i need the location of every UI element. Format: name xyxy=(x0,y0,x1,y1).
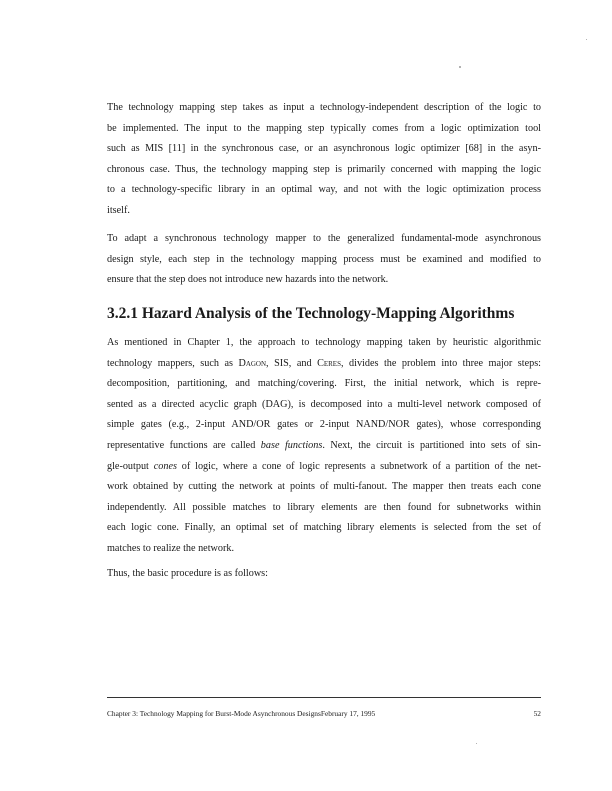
text-line: be implemented. The input to the mapping step typically comes from a logic optimization tool xyxy=(107,122,541,134)
paragraph-intro xyxy=(107,98,541,222)
term-cones: cones xyxy=(153,460,177,472)
text-fragment: of logic, where a cone of logic represents a subnetwork of a partition of the net- xyxy=(176,460,542,472)
section-heading: 3.2.1 Hazard Analysis of the Technology-Mapping Algorithms xyxy=(107,305,515,322)
text-line: each logic cone. Finally, an optimal set of matching library elements is selected from the set of xyxy=(107,522,541,534)
text-line: chronous case. Thus, the technology mapping step is primarily concerned with mapping the logic xyxy=(107,163,541,175)
text-line xyxy=(107,436,541,457)
paragraph-procedure xyxy=(107,564,541,585)
scan-speck xyxy=(459,66,461,68)
text-line: As mentioned in Chapter 1, the approach to technology mapping taken by heuristic algorithmic xyxy=(107,337,541,348)
text-line: To adapt a synchronous technology mapper to the generalized fundamental-mode asynchronous xyxy=(107,233,541,244)
tool-name-dagon: Dagon xyxy=(238,357,267,369)
text-line: ensure that the step does not introduce new hazards into the network. xyxy=(107,274,389,286)
text-line: decomposition, partitioning, and matching/covering. First, the initial network, which is repre- xyxy=(107,378,541,390)
text-line: matches to realize the network. xyxy=(107,542,235,554)
term-base-functions: base functions xyxy=(260,439,323,451)
paragraph-adapt xyxy=(107,229,541,291)
text-line: to a technology-specific library in an optimal way, and not with the logic optimization process xyxy=(107,184,541,196)
paragraph-hazard-analysis xyxy=(107,333,541,560)
text-line: design style, each step in the technology mapping process must be examined and modified to xyxy=(107,253,541,265)
running-footer: Chapter 3: Technology Mapping for Burst-Mode Asynchronous DesignsFebruary 17, 1995 xyxy=(107,709,376,718)
text-line: work obtained by cutting the network at points of multi-fanout. The mapper then treats each cone xyxy=(107,481,541,493)
text-line: sented as a directed acyclic graph (DAG), is decomposed into a multi-level network composed of xyxy=(107,398,541,410)
text-line: independently. All possible matches to library elements are then found for subnetworks within xyxy=(107,501,541,513)
text-fragment: representative functions are called xyxy=(107,439,261,451)
text-fragment: , divides the problem into three major steps: xyxy=(340,357,541,369)
text-line xyxy=(107,354,541,375)
tool-name-ceres: Ceres xyxy=(317,357,341,369)
text-fragment: , SIS, and xyxy=(266,357,318,369)
text-line: simple gates (e.g., 2-input AND/OR gates or 2-input NAND/NOR gates), whose corresponding xyxy=(107,419,541,431)
footer-divider xyxy=(107,697,541,698)
text-line: The technology mapping step takes as input a technology-independent description of the logic to xyxy=(107,102,541,113)
text-fragment: . Next, the circuit is partitioned into sets of sin- xyxy=(322,439,541,451)
text-fragment: technology mappers, such as xyxy=(107,357,239,369)
text-line: itself. xyxy=(107,204,130,216)
page-number: 52 xyxy=(533,709,541,718)
text-fragment: gle-output xyxy=(107,460,154,472)
scan-speck xyxy=(476,743,477,744)
text-line xyxy=(107,457,541,478)
text-line: Thus, the basic procedure is as follows: xyxy=(107,568,268,579)
text-line: such as MIS [11] in the synchronous case, or an asynchronous logic optimizer [68] in the asyn- xyxy=(107,143,541,155)
scan-speck xyxy=(586,39,587,40)
